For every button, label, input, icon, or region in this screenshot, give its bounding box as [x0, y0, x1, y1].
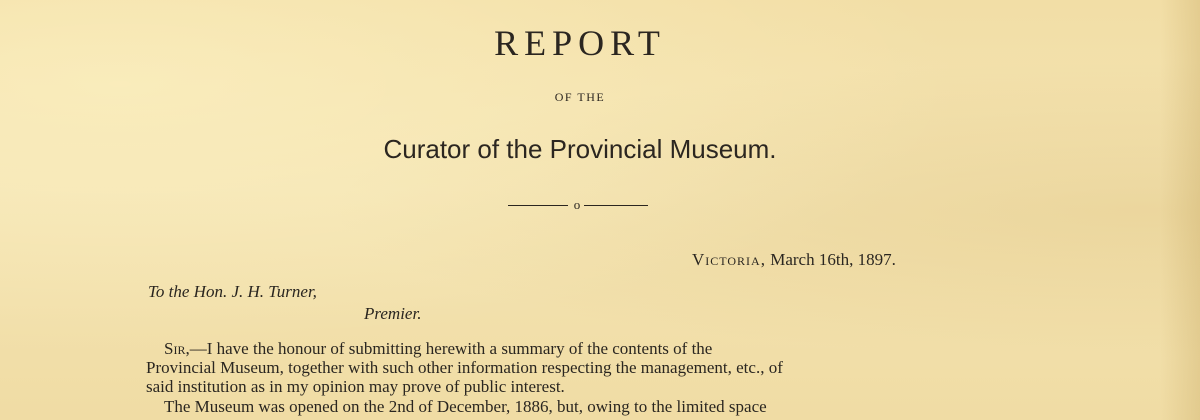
dateline	[692, 250, 896, 270]
paragraph-1-line-1-text: —I have the honour of submitting herewith a summary of the contents of the	[189, 339, 713, 358]
report-subtitle: Curator of the Provincial Museum.	[383, 134, 777, 164]
addressee-title: Premier.	[364, 304, 422, 323]
divider-mark: o	[573, 197, 581, 212]
paragraph-2-line-1-text: The Museum was opened on the 2nd of December, 1886, but, owing to the limited space	[164, 397, 767, 416]
title-connector: OF THE	[554, 90, 606, 104]
paragraph-1-line-3-text: said institution as in my opinion may prove of public interest.	[146, 377, 565, 396]
paragraph-1	[146, 339, 1004, 396]
divider-line-right	[584, 205, 648, 206]
dateline-date: March 16th, 1897.	[765, 250, 896, 269]
paragraph-1-line-3	[146, 377, 1004, 396]
paragraph-1-line-2-text: Provincial Museum, together with such other information respecting the management, etc., of	[146, 358, 783, 377]
body-text	[164, 339, 712, 358]
divider-line-left	[508, 205, 568, 206]
paragraph-1-line-2	[146, 358, 1004, 377]
paragraph-1-line-1	[146, 339, 1004, 358]
salutation: Sir,	[164, 339, 190, 358]
paragraph-2-line-1	[146, 397, 1004, 416]
addressee-name: To the Hon. J. H. Turner,	[148, 282, 317, 301]
section-divider	[508, 196, 648, 216]
dateline-place: Victoria,	[692, 250, 766, 269]
paragraph-2	[146, 397, 1004, 416]
report-title: REPORT	[494, 23, 666, 63]
page-edge-shadow	[1160, 0, 1200, 420]
